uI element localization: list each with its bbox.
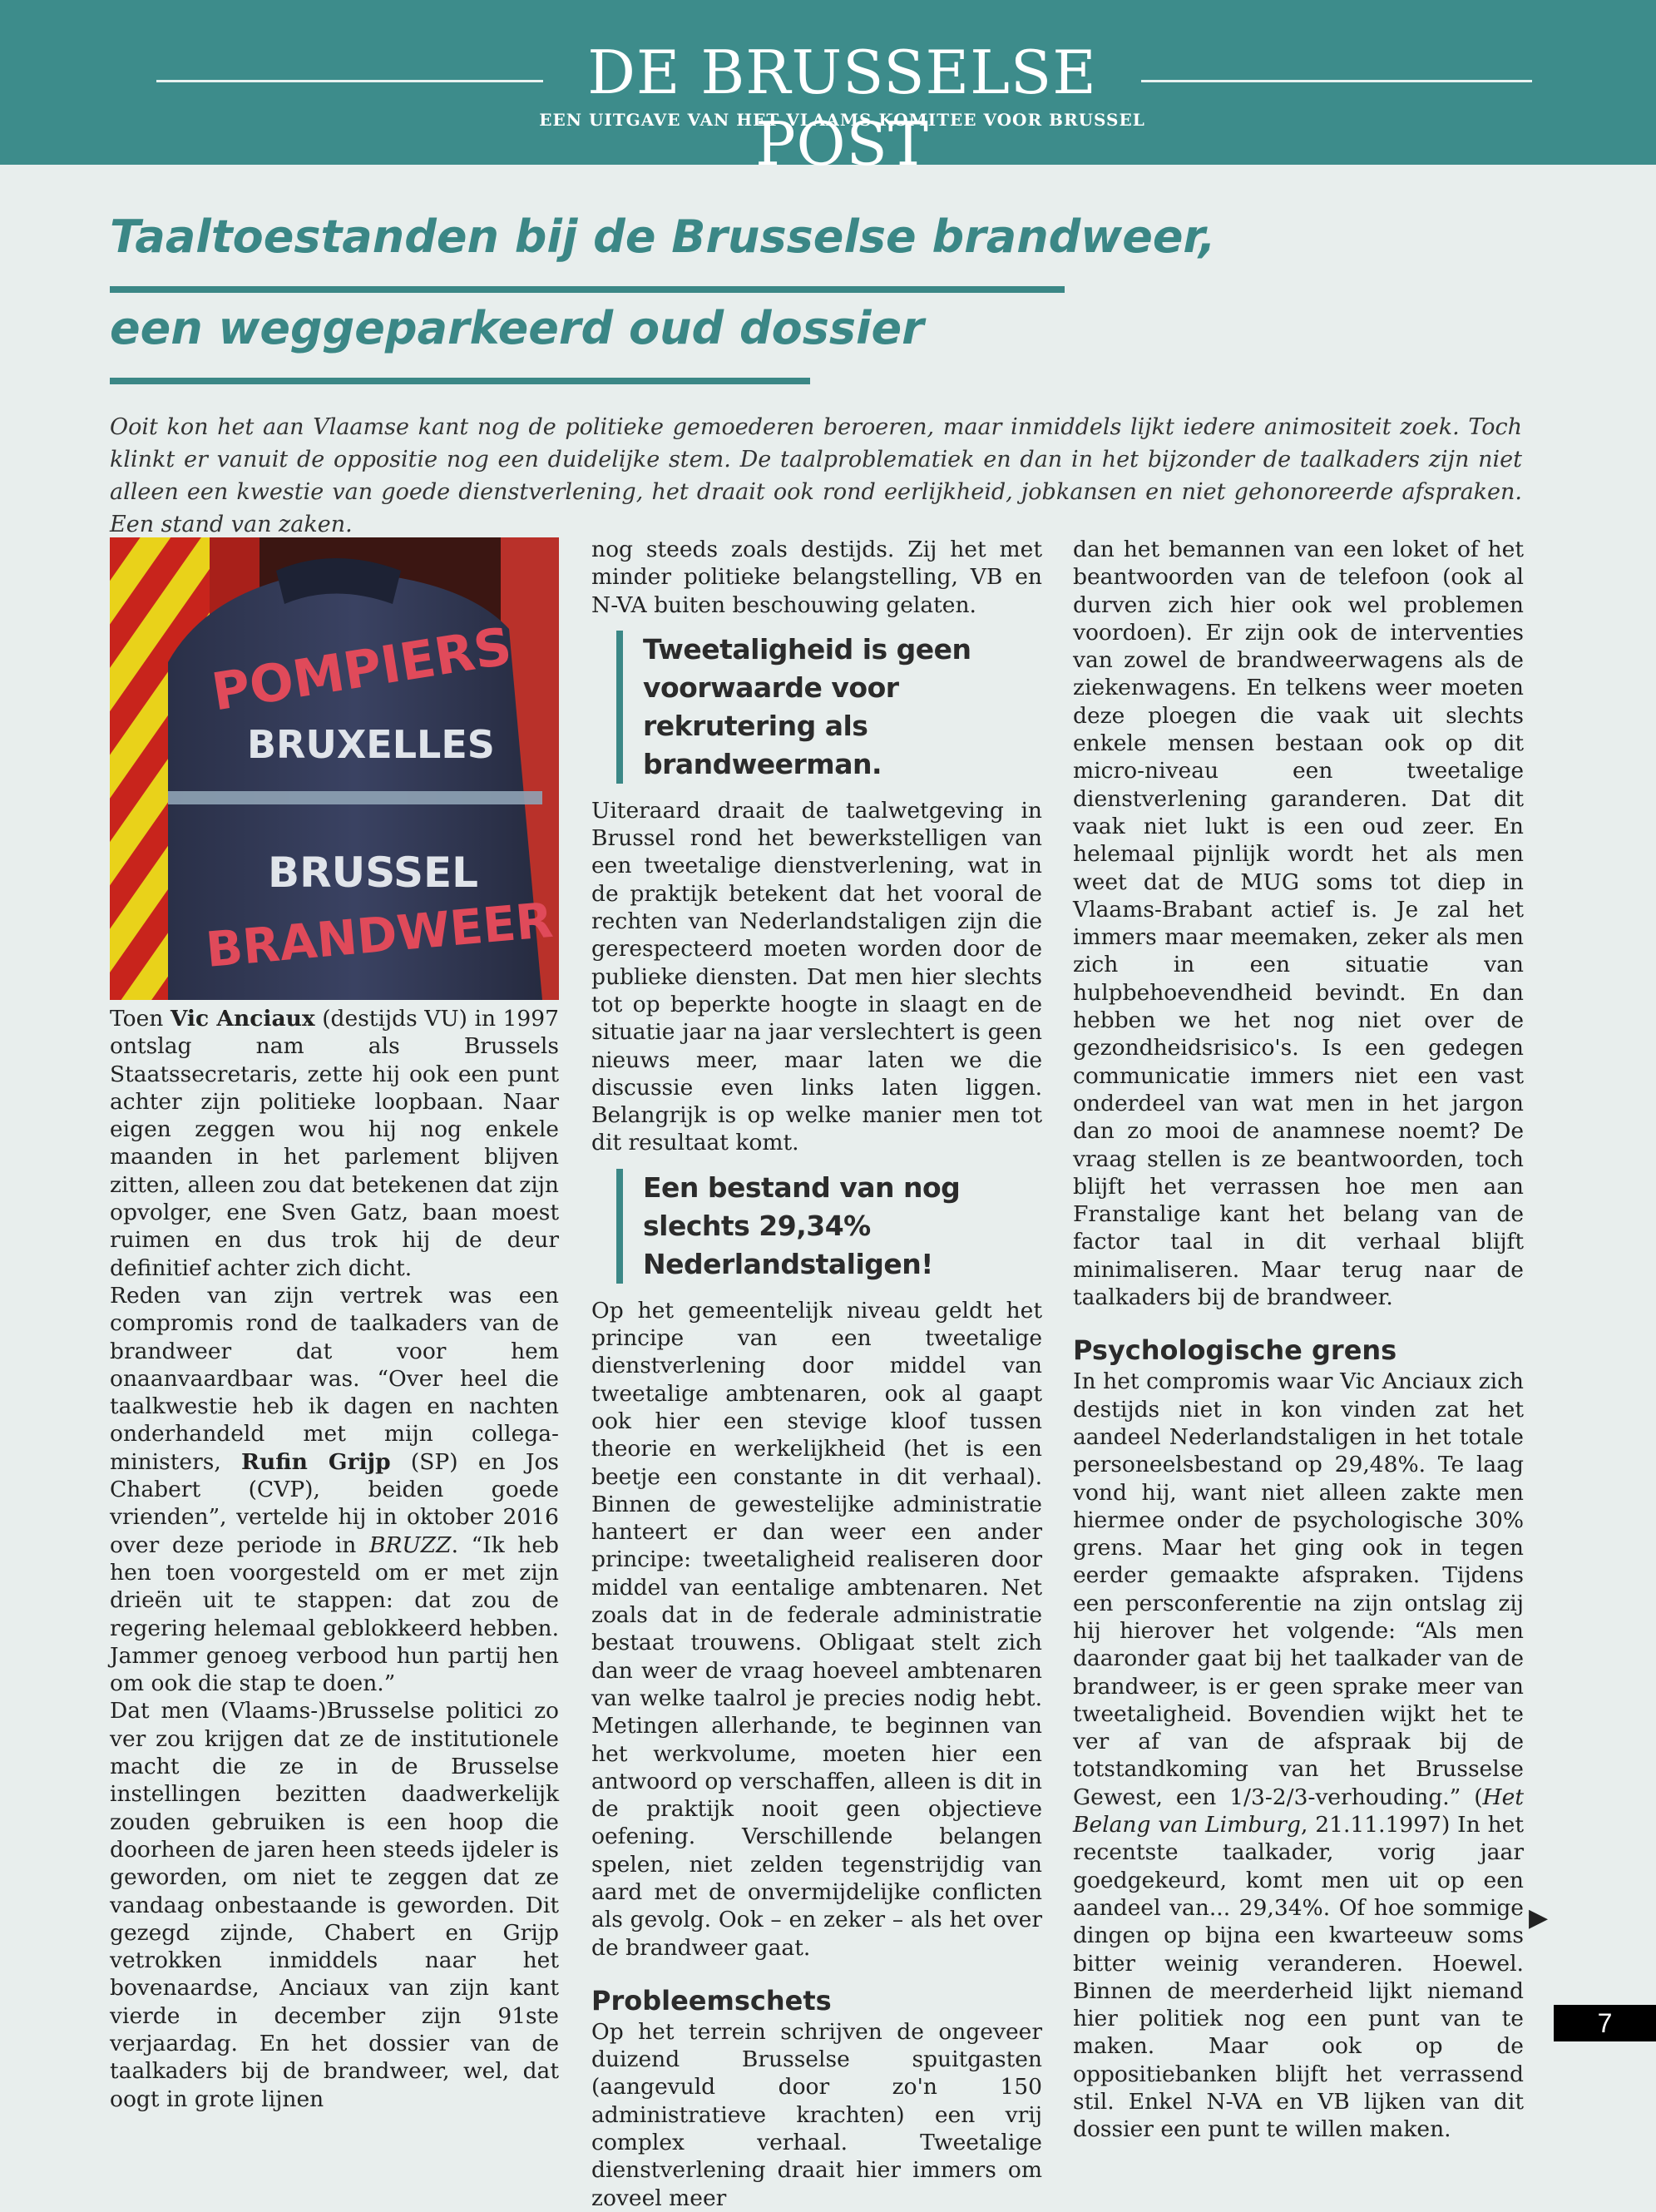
masthead-subtitle: EEN UITGAVE VAN HET VLAAMS KOMITEE VOOR BRUSSEL xyxy=(539,110,1145,130)
col2-paragraph-3: Op het gemeentelijk niveau geldt het principe van een tweetalige dienstverlening door middel van tweetalige ambtenaren, ook al gaapt ook hier een stevige kloof tussen theorie en werkelijkheid (het is een beetje een constante in dit verhaal). Binnen de gewestelijke administratie hanteert er dan weer een ander principe: tweetaligheid realiseren door middel van eentalige ambtenaren. Net zoals dat in de federale administratie bestaat trouwens. Obligaat stelt zich dan weer de vraag hoeveel ambtenaren van welke taalrol je precies nodig hebt. Metingen allerhande, te beginnen van het werkvolume, moeten hier een antwoord op verschaffen, alleen is dit in de praktijk nooit geen objectieve oefening. Verschillende belangen spelen, niet zelden tegenstrijdig van aard met de onvermijdelijke conflicten als gevolg. Ook – en zeker – als het over de brandweer gaat. xyxy=(591,1297,1042,1961)
text-run: , 21.11.1997) In het recentste taalkader, vorig jaar goedgekeurd, komt men uit op een aandeel van... 29,34%. Of hoe sommige dingen op bijna een kwarteeuw soms bitter weinig veranderen. Hoewel. Binnen de meerderheid lijkt niemand hier politiek nog een punt van te maken. Maar ook op de oppositiebanken blijft het verrassend stil. Enkel N-VA en VB lijken van dit dossier een punt te willen maken. xyxy=(1073,1812,1525,2143)
col3-paragraph-1: dan het bemannen van een loket of het beantwoorden van de telefoon (ook al durven zich hier ook wel problemen voordoen). Er zijn ook de interventies van zowel de brandweerwagens als de ziekenwagens. En telkens weer moeten deze ploegen die vaak uit slechts enkele mensen bestaan ook op dit micro-niveau een tweetalige dienstverlening garanderen. Dat dit vaak niet lukt is een oud zeer. En helemaal pijnlijk wordt het als men weet dat de MUG soms tot diep in Vlaams-Brabant actief is. Je zal het immers maar meemaken, zeker als men zich in een situatie van hulpbehoevendheid bevindt. En dan hebben we het nog niet over de gezondheidsrisico's. Is een gedegen communicatie immers niet een vast onderdeel van wat men in het jargon dan zo mooi de anamnese noemt? De vraag stellen is ze beantwoorden, toch blijft het verrassen hoe men aan Franstalige kant het belang van de factor taal in dit verhaal blijft minimaliseren. Maar terug naar de taalkaders bij de brandweer. xyxy=(1073,537,1524,1311)
photo-text-brandweer: BRANDWEER xyxy=(203,891,556,978)
masthead-rule-right xyxy=(1141,80,1532,82)
subheading-probleemschets: Probleemschets xyxy=(591,1984,832,2017)
column-3 xyxy=(1073,536,1524,2144)
headline-line-2: een weggeparkeerd oud dossier xyxy=(110,302,924,354)
firefighter-photo xyxy=(110,537,559,1000)
source-title: BRUZZ xyxy=(368,1532,452,1558)
pull-quote-1: Tweetaligheid is geen voorwaarde voor rekrutering als brandweerman. xyxy=(616,631,1042,784)
person-name: Rufin Grijp xyxy=(241,1448,391,1475)
person-name: Vic Anciaux xyxy=(170,1006,315,1032)
photo-text-bruxelles: BRUXELLES xyxy=(247,722,495,767)
masthead xyxy=(0,0,1656,179)
col3-paragraph-2 xyxy=(1073,1368,1524,2143)
headline-line-1: Taaltoestanden bij de Brusselse brandweer, xyxy=(110,210,1216,263)
pull-quote-2: Een bestand van nog slechts 29,34% Nederlandstaligen! xyxy=(616,1169,1042,1284)
col1-paragraph-2 xyxy=(110,1282,559,1697)
column-2 xyxy=(591,536,1042,2212)
masthead-rule-left xyxy=(156,80,543,82)
text-run: Reden van zijn vertrek was een compromis rond de taalkaders van de brandweer dat voor hem onaanvaardbaar was. “Over heel die taalkwestie heb ik dagen en nachten onderhandeld met mijn collega-ministers, xyxy=(110,1282,559,1475)
text-run: . “Ik heb hen toen voorgesteld om er met zijn drieën uit te stappen: dat zou de regering helemaal geblokkeerd hebben. Jammer genoeg verbood hun partij hen om ook die stap te doen.” xyxy=(110,1532,560,1697)
page-number: 7 xyxy=(1554,2005,1656,2041)
column-1 xyxy=(110,1005,560,2112)
subheading-psychologische-grens: Psychologische grens xyxy=(1073,1334,1397,1367)
col1-paragraph-1 xyxy=(110,1005,559,1282)
text-run: Toen xyxy=(110,1006,171,1032)
col2-paragraph-2: Uiteraard draait de taalwetgeving in Brussel rond het bewerkstelligen van een tweetalige dienstverlening, wat in de praktijk betekent dat het vooral de rechten van Nederlandstaligen zijn die gerespecteerd moeten worden door de publieke diensten. Dat men hier slechts tot op beperkte hoogte in slaagt en de situatie jaar na jaar verslechtert is geen nieuws meer, maar laten we die discussie even links laten liggen. Belangrijk is op welke manier men tot dit resultaat komt. xyxy=(591,797,1042,1156)
headline-rule-2 xyxy=(110,378,810,384)
text-run: In het compromis waar Vic Anciaux zich destijds niet in kon vinden zat het aandeel Nederlandstaligen in het totale personeelsbestand op 29,48%. Te laag vond hij, want niet alleen zakte men hiermee onder de psychologische 30% grens. Maar het ging ook in tegen eerder gemaakte afspraken. Tijdens een persconferentie na zijn ontslag zij hij hierover het volgende: “Als men daaronder gaat bij het taalkader van de brandweer, is er geen sprake meer van tweetaligheid. Bovendien wijkt het te ver af van de afspraak bij de totstandkoming van het Brusselse Gewest, een 1/3-2/3-verhouding.” ( xyxy=(1073,1368,1524,1810)
col2-paragraph-1: nog steeds zoals destijds. Zij het met minder politieke belangstelling, VB en N-VA buiten beschouwing gelaten. xyxy=(591,537,1042,618)
source-title: Het Belang van Limburg xyxy=(1073,1784,1524,1838)
photo-text-brussel: BRUSSEL xyxy=(268,849,479,897)
continue-arrow-icon: ▶ xyxy=(1529,1903,1549,1932)
text-run: (SP) en Jos Chabert (CVP), beiden goede vrienden”, vertelde hij in oktober 2016 over deze periode in xyxy=(110,1448,559,1558)
col1-paragraph-3: Dat men (Vlaams-)Brusselse politici zo ver zou krijgen dat ze de institutionele macht die ze in de Brusselse instellingen bezitten daadwerkelijk zouden gebruiken is een hoop die doorheen de jaren heen steeds ijdeler is geworden, om niet te zeggen dat ze vandaag onbestaande is geworden. Dit gezegd zijnde, Chabert en Grijp vetrokken inmiddels naar het bovenaardse, Anciaux van zijn kant vierde in december zijn 91ste verjaardag. En het dossier van de taalkaders bij de brandweer, wel, dat oogt in grote lijnen xyxy=(110,1698,559,2112)
text-run: (destijds VU) in 1997 ontslag nam als Brussels Staatssecretaris, zette hij ook een punt achter zijn politieke loopbaan. Naar eigen zeggen wou hij nog enkele maanden in het parlement blijven zitten, alleen zou dat betekenen dat zijn opvolger, ene Sven Gatz, baan moest ruimen en dus trok hij de deur definitief achter zich dicht. xyxy=(110,1006,559,1281)
firefighter-illustration xyxy=(110,537,559,1000)
headline-rule-1 xyxy=(110,286,1065,293)
col2-paragraph-4: Op het terrein schrijven de ongeveer duizend Brusselse spuitgasten (aangevuld door zo'n 150 administratieve krachten) een vrij complex verhaal. Tweetalige dienstverlening draait hier immers om zoveel meer xyxy=(591,2018,1042,2211)
photo-text-pompiers: POMPIERS xyxy=(207,615,516,723)
masthead-title: DE BRUSSELSE POST xyxy=(587,37,1097,179)
lead-paragraph: Ooit kon het aan Vlaamse kant nog de politieke gemoederen beroeren, maar inmiddels lijkt iedere animositeit zoek. Toch klinkt er vanuit de oppositie nog een duidelijke stem. De taalproblematiek en dan in het bijzonder de taalkaders zijn niet alleen een kwestie van goede dienstverlening, het draait ook rond eerlijkheid, jobkansen en niet gehonoreerde afspraken. Een stand van zaken. xyxy=(110,414,1522,537)
